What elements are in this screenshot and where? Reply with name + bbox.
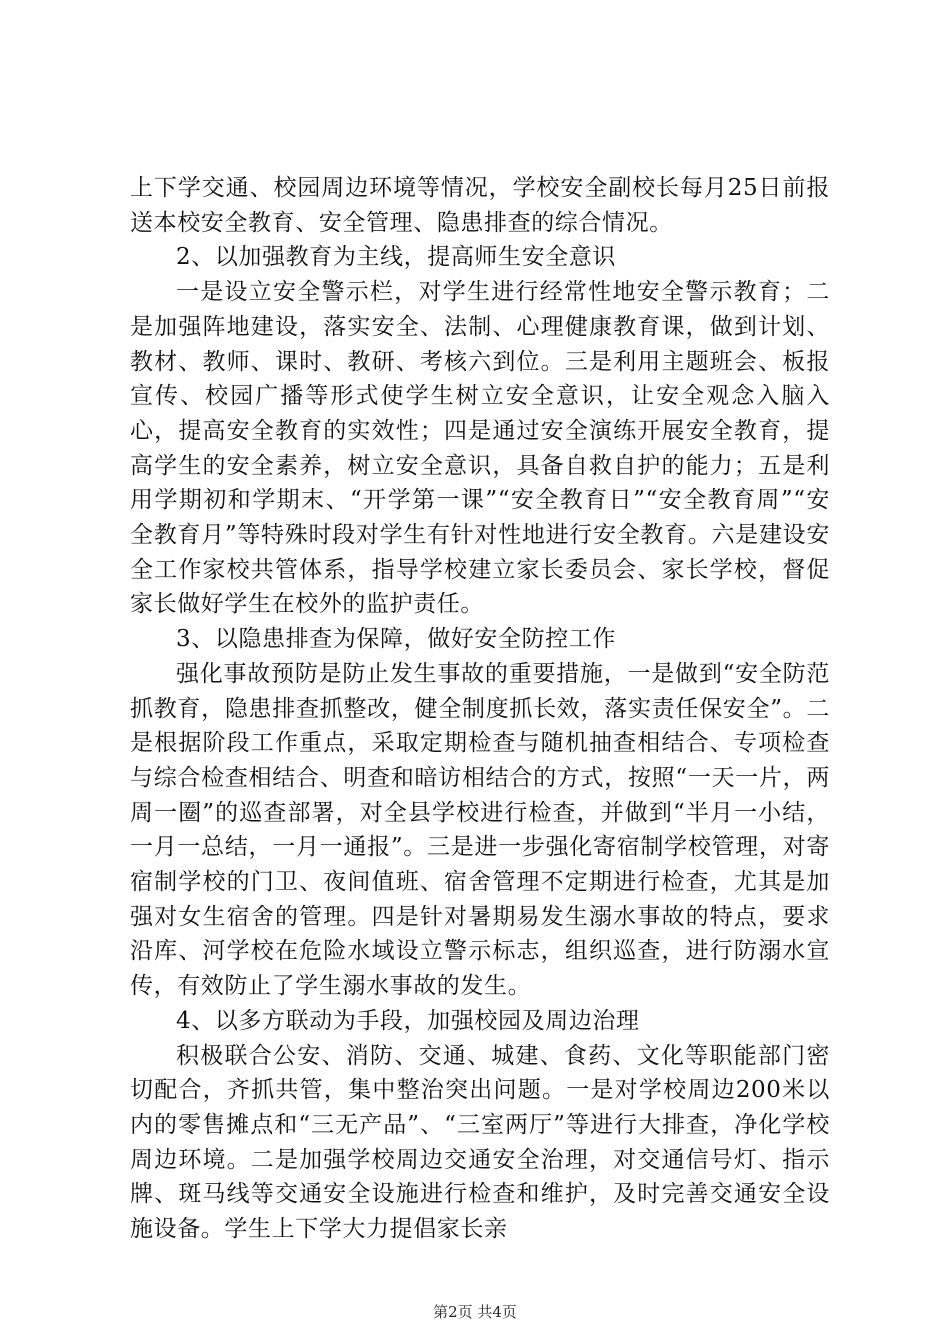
paragraph-safety-education: 一是设立安全警示栏，对学生进行经常性地安全警示教育；二是加强阵地建设，落实安全、法制、心理健康教育课，做到计划、教材、教师、课时、教研、考核六到位。三是利用主题班会、板报宣传、校园广播等形式使学生树立安全意识，让安全观念入脑入心，提高安全教育的实效性；四是通过安全演练开展安全教育，提高学生的安全素养，树立安全意识，具备自救自护的能力；五是利用学期初和学期末、“开学第一课”“安全教育日”“安全教育周”“安全教育月”等特殊时段对学生有针对性地进行安全教育。六是建设安全工作家校共管体系，指导学校建立家长委员会、家长学校，督促家长做好学生在校外的监护责任。 bbox=[130, 279, 830, 618]
section-heading-2: 2、以加强教育为主线，提高师生安全意识 bbox=[176, 244, 617, 271]
paragraph-continuation: 上下学交通、校园周边环境等情况，学校安全副校长每月25日前报送本校安全教育、安全管理、隐患排查的综合情况。 bbox=[130, 175, 830, 236]
section-heading-4: 4、以多方联动为手段，加强校园及周边治理 bbox=[176, 1007, 640, 1034]
page-number-footer: 第2页 共4页 bbox=[433, 1303, 517, 1321]
paragraph-joint-governance: 积极联合公安、消防、交通、城建、食药、文化等职能部门密切配合，齐抓共管，集中整治突出问题。一是对学校周边200米以内的零售摊点和“三无产品”、“三室两厅”等进行大排查，净化学校周边环境。二是加强学校周边交通安全治理，对交通信号灯、指示牌、斑马线等交通安全设施进行检查和维护，及时完善交通安全设施设备。学生上下学大力提倡家长亲 bbox=[130, 1042, 830, 1243]
paragraph-hazard-inspection: 强化事故预防是防止发生事故的重要措施，一是做到“安全防范抓教育，隐患排查抓整改，健全制度抓长效，落实责任保安全”。二是根据阶段工作重点，采取定期检查与随机抽查相结合、专项检查与综合检查相结合、明查和暗访相结合的方式，按照“一天一片，两周一圈”的巡查部署，对全县学校进行检查，并做到“半月一小结，一月一总结，一月一通报”。三是进一步强化寄宿制学校管理，对寄宿制学校的门卫、夜间值班、宿舍管理不定期进行检查，尤其是加强对女生宿舍的管理。四是针对暑期易发生溺水事故的特点，要求沿库、河学校在危险水域设立警示标志，组织巡查，进行防溺水宣传，有效防止了学生溺水事故的发生。 bbox=[130, 660, 830, 1000]
section-heading-3: 3、以隐患排查为保障，做好安全防控工作 bbox=[176, 626, 617, 653]
document-body bbox=[130, 171, 830, 1247]
